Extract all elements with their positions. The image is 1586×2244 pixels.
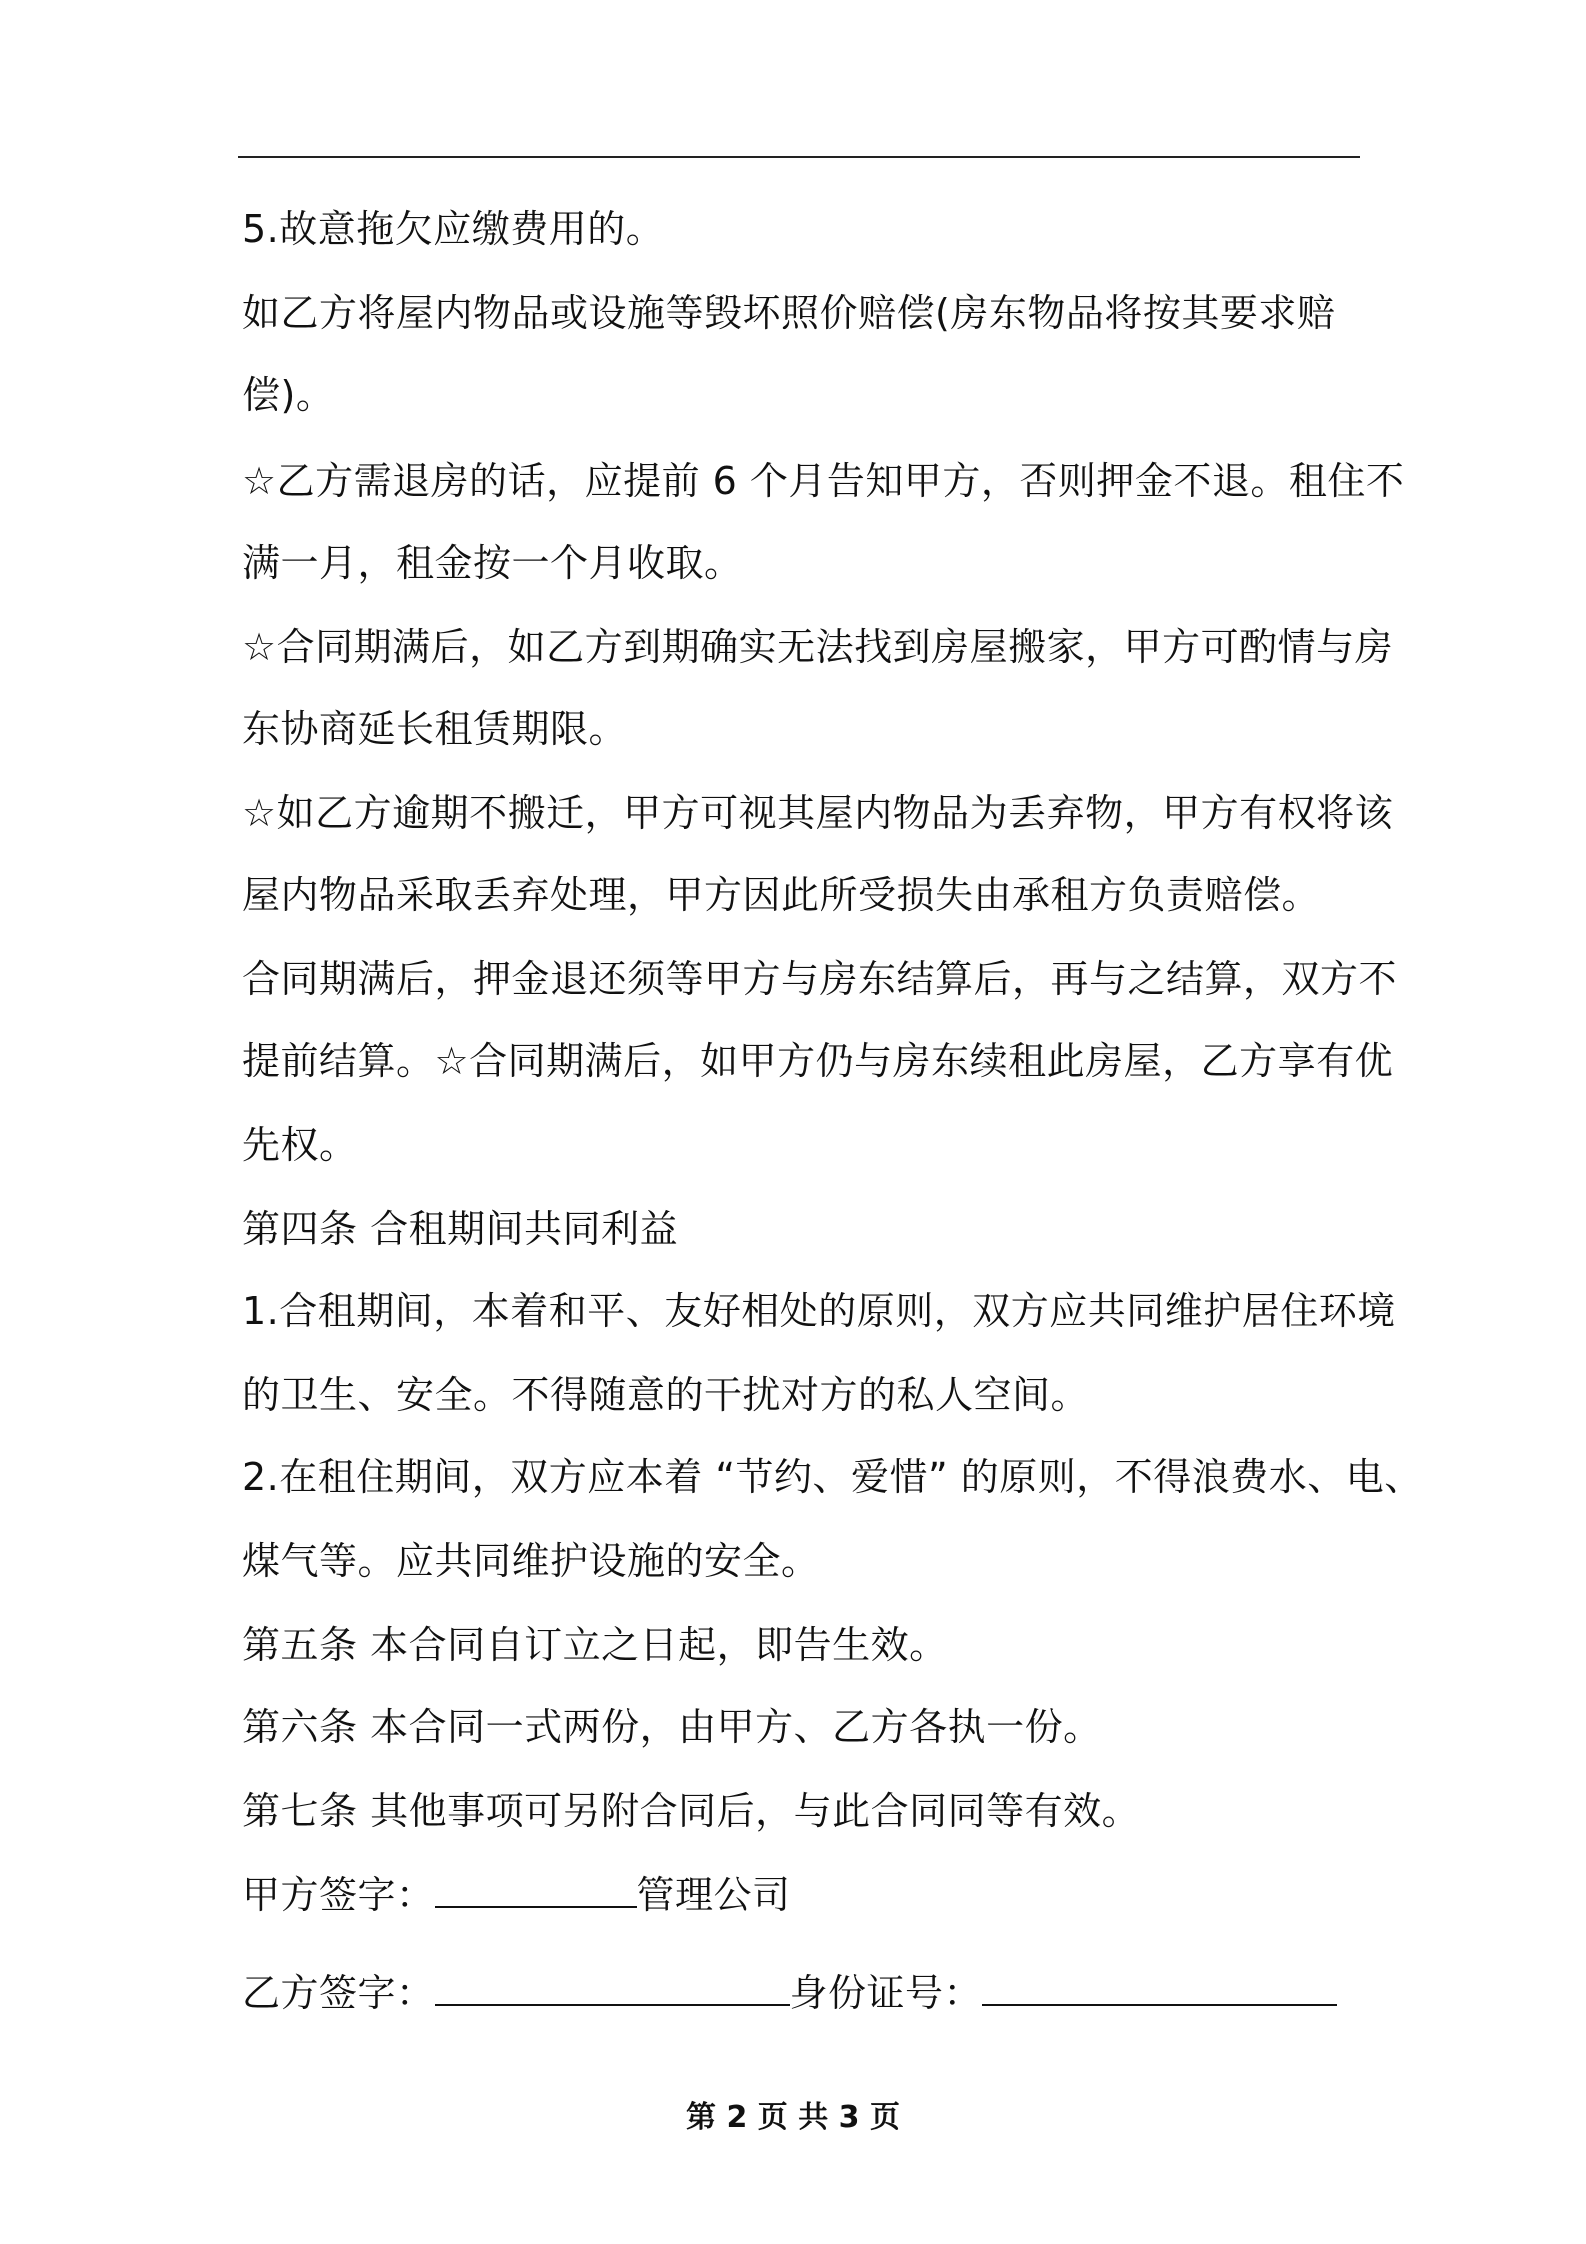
paragraph-line: 煤气等。应共同维护设施的安全。 xyxy=(242,1539,820,1583)
paragraph-line: 偿)。 xyxy=(242,373,335,417)
page-number: 第 2 页 共 3 页 xyxy=(686,2100,900,2135)
section-heading: 第四条 合租期间共同利益 xyxy=(242,1207,679,1251)
signature-b-label: 乙方签字： xyxy=(242,1971,435,2015)
paragraph-line: ☆如乙方逾期不搬迁，甲方可视其屋内物品为丢弃物，甲方有权将该 xyxy=(242,791,1394,835)
paragraph-line: 屋内物品采取丢弃处理，甲方因此所受损失由承租方负责赔偿。 xyxy=(242,873,1321,917)
paragraph-line: ☆乙方需退房的话，应提前 6 个月告知甲方，否则押金不退。租住不 xyxy=(242,459,1405,503)
paragraph-line: 满一月，租金按一个月收取。 xyxy=(242,541,743,585)
paragraph-line: 5.故意拖欠应缴费用的。 xyxy=(242,207,665,251)
paragraph-line: 2.在租住期间，双方应本着 “节约、爱惜” 的原则，不得浪费水、电、 xyxy=(242,1455,1423,1499)
section-heading: 第五条 本合同自订立之日起，即告生效。 xyxy=(242,1623,948,1667)
paragraph-line: 的卫生、安全。不得随意的干扰对方的私人空间。 xyxy=(242,1373,1090,1417)
paragraph-line: 1.合租期间，本着和平、友好相处的原则，双方应共同维护居住环境 xyxy=(242,1289,1396,1333)
id-number-blank[interactable] xyxy=(982,1968,1337,2006)
section-heading: 第七条 其他事项可另附合同后，与此合同同等有效。 xyxy=(242,1789,1141,1833)
paragraph-line: 提前结算。☆合同期满后，如甲方仍与房东续租此房屋，乙方享有优 xyxy=(242,1039,1394,1083)
signature-a-suffix: 管理公司 xyxy=(636,1873,791,1917)
signature-b-blank[interactable] xyxy=(435,1968,790,2006)
header-rule xyxy=(238,156,1360,158)
paragraph-line: ☆合同期满后，如乙方到期确实无法找到房屋搬家，甲方可酌情与房 xyxy=(242,625,1394,669)
section-heading: 第六条 本合同一式两份，由甲方、乙方各执一份。 xyxy=(242,1705,1102,1749)
paragraph-line: 合同期满后，押金退还须等甲方与房东结算后，再与之结算，双方不 xyxy=(242,957,1398,1001)
signature-party-a xyxy=(242,1870,1362,1920)
id-number-label: 身份证号： xyxy=(789,1971,983,2015)
paragraph-line: 先权。 xyxy=(242,1123,358,1167)
paragraph-line: 如乙方将屋内物品或设施等毁坏照价赔偿(房东物品将按其要求赔 xyxy=(242,291,1336,335)
signature-a-blank[interactable] xyxy=(435,1870,637,1908)
paragraph-line: 东协商延长租赁期限。 xyxy=(242,707,628,751)
signature-a-label: 甲方签字： xyxy=(242,1873,435,1917)
signature-party-b xyxy=(242,1968,1362,2018)
